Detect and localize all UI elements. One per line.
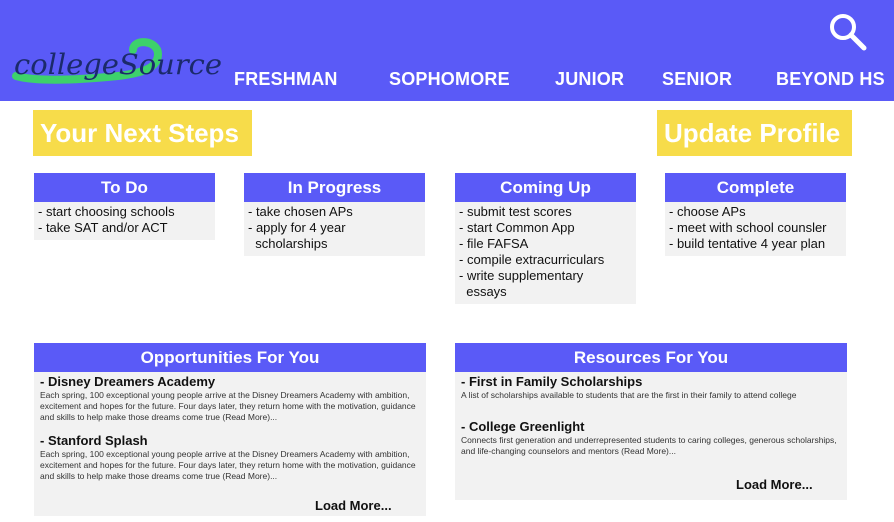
resource-description: Connects first generation and underrepresented students to caring colleges, generous scholarships, and life-changing counselors and mentors (Read More)...	[461, 435, 837, 456]
list-item: - start Common App	[459, 220, 575, 235]
list-item: - build tentative 4 year plan	[669, 236, 826, 251]
resource-title-college-greenlight[interactable]: - College Greenlight	[461, 419, 585, 434]
search-icon[interactable]	[826, 10, 870, 54]
nav-senior[interactable]: SENIOR	[662, 69, 733, 89]
logo-text: collegeSource	[14, 48, 222, 81]
update-profile-button[interactable]: Update Profile	[657, 110, 852, 156]
coming-up-column-list	[455, 202, 636, 304]
resource-item	[461, 374, 841, 401]
opportunities-panel-header: Opportunities For You	[34, 343, 426, 372]
list-item: - apply for 4 year scholarships	[248, 220, 346, 251]
opportunities-panel	[34, 372, 426, 516]
opportunity-item	[40, 374, 420, 423]
list-item: - meet with school counsler	[669, 220, 827, 235]
resource-item	[461, 419, 841, 457]
nav-beyond-hs[interactable]: BEYOND HS	[776, 69, 885, 89]
list-item: - take SAT and/or ACT	[38, 220, 168, 235]
nav-sophomore[interactable]: SOPHOMORE	[389, 69, 510, 89]
college-source-logo[interactable]	[8, 32, 230, 92]
list-item: - submit test scores	[459, 204, 572, 219]
opportunity-title-disney[interactable]: - Disney Dreamers Academy	[40, 374, 216, 389]
coming-up-column-header: Coming Up	[455, 173, 636, 202]
list-item: - write supplementary essays	[459, 268, 584, 299]
opportunity-description: Each spring, 100 exceptional young people arrive at the Disney Dreamers Academy with ambition, excitement and hopes for the future. Four days later, they return home with the motivation, guidance and skills to help make those dreams come true (Read More)...	[40, 449, 416, 481]
in-progress-column-list	[244, 202, 425, 256]
resources-load-more-link[interactable]: Load More...	[736, 477, 813, 492]
list-item: - file FAFSA	[459, 236, 529, 251]
list-item: - compile extracurriculars	[459, 252, 605, 267]
todo-column-header: To Do	[34, 173, 215, 202]
complete-column-list	[665, 202, 846, 256]
list-item: - take chosen APs	[248, 204, 353, 219]
opportunity-title-stanford[interactable]: - Stanford Splash	[40, 433, 148, 448]
opportunity-description: Each spring, 100 exceptional young people arrive at the Disney Dreamers Academy with ambition, excitement and hopes for the future. Four days later, they return home with the motivation, guidance and skills to help make those dreams come true (Read More)...	[40, 390, 416, 422]
resource-title-first-in-family[interactable]: - First in Family Scholarships	[461, 374, 643, 389]
resources-panel-header: Resources For You	[455, 343, 847, 372]
todo-column-list	[34, 202, 215, 240]
complete-column-header: Complete	[665, 173, 846, 202]
your-next-steps-button[interactable]: Your Next Steps	[33, 110, 252, 156]
resource-description: A list of scholarships available to students that are the first in their family to attend college	[461, 390, 797, 400]
nav-junior[interactable]: JUNIOR	[555, 69, 625, 89]
nav-freshman[interactable]: FRESHMAN	[234, 69, 338, 89]
opportunity-item	[40, 433, 420, 482]
opportunities-load-more-link[interactable]: Load More...	[315, 498, 392, 513]
in-progress-column-header: In Progress	[244, 173, 425, 202]
list-item: - choose APs	[669, 204, 746, 219]
list-item: - start choosing schools	[38, 204, 175, 219]
top-nav-bar	[0, 0, 894, 101]
